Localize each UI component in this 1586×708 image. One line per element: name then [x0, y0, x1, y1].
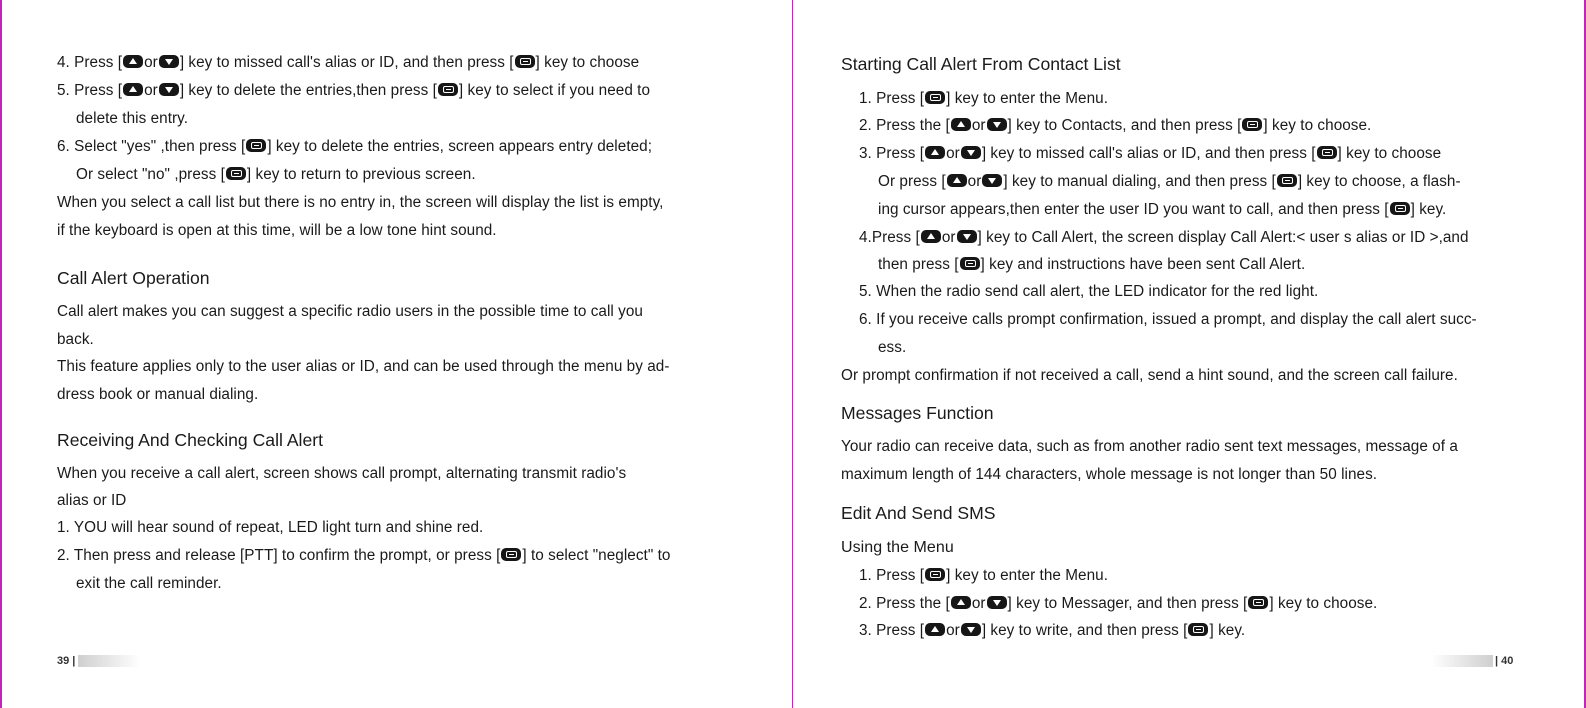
start-step-2: 2. Press the [ or ] key to Contacts, and then press [ ] key to choose.: [859, 117, 1372, 134]
prompt-failure-note: Or prompt confirmation if not received a call, send a hint sound, and the screen call failure.: [841, 367, 1458, 384]
up-arrow-key-icon: [921, 230, 941, 243]
menu-key-icon: [1242, 118, 1262, 131]
heading-edit-send-sms: Edit And Send SMS: [841, 503, 996, 523]
page-number-right: | 40: [1495, 655, 1514, 667]
menu-key-icon: [925, 91, 945, 104]
up-arrow-key-icon: [123, 55, 143, 68]
down-arrow-key-icon: [159, 55, 179, 68]
down-arrow-key-icon: [987, 596, 1007, 609]
menu-key-icon: [1390, 202, 1410, 215]
start-step-6-continued: ess.: [878, 339, 907, 356]
menu-key-icon: [960, 257, 980, 270]
call-alert-text-1: Call alert makes you can suggest a specific radio users in the possible time to call you: [57, 303, 643, 320]
menu-key-icon: [438, 83, 458, 96]
receiving-step-1: 1. YOU will hear sound of repeat, LED light turn and shine red.: [57, 519, 484, 536]
receiving-step-2-continued: exit the call reminder.: [76, 575, 222, 592]
empty-list-note-1: When you select a call list but there is no entry in, the screen will display the list is empty,: [57, 194, 664, 211]
down-arrow-key-icon: [961, 623, 981, 636]
subheading-using-menu: Using the Menu: [841, 539, 954, 556]
call-alert-text-4: dress book or manual dialing.: [57, 386, 259, 403]
heading-messages-function: Messages Function: [841, 403, 994, 423]
sms-step-3: 3. Press [ or ] key to write, and then press [ ] key.: [859, 622, 1246, 639]
menu-key-icon: [1188, 623, 1208, 636]
down-arrow-key-icon: [159, 83, 179, 96]
up-arrow-key-icon: [123, 83, 143, 96]
start-step-4: 4.Press [ or ] key to Call Alert, the screen display Call Alert:< user s alias or ID >,and: [859, 229, 1469, 246]
down-arrow-key-icon: [961, 146, 981, 159]
receiving-step-2: 2. Then press and release [PTT] to confirm the prompt, or press [ ] to select "neglect" to: [57, 547, 671, 564]
call-alert-text-3: This feature applies only to the user alias or ID, and can be used through the menu by ad-: [57, 358, 670, 375]
menu-key-icon: [226, 167, 246, 180]
up-arrow-key-icon: [925, 623, 945, 636]
receiving-text-2: alias or ID: [57, 492, 127, 509]
up-arrow-key-icon: [925, 146, 945, 159]
call-alert-text-2: back.: [57, 331, 94, 348]
menu-key-icon: [1277, 174, 1297, 187]
step-5-continued: delete this entry.: [76, 110, 189, 127]
heading-receiving-call-alert: Receiving And Checking Call Alert: [57, 430, 324, 450]
receiving-text-1: When you receive a call alert, screen shows call prompt, alternating transmit radio's: [57, 465, 627, 482]
down-arrow-key-icon: [957, 230, 977, 243]
sms-step-2: 2. Press the [ or ] key to Messager, and then press [ ] key to choose.: [859, 595, 1378, 612]
page-number-left: 39 |: [57, 655, 76, 667]
step-6-continued: Or select "no" ,press [ ] key to return to previous screen.: [76, 166, 476, 183]
menu-key-icon: [1317, 146, 1337, 159]
down-arrow-key-icon: [982, 174, 1002, 187]
page-footer-bar-right: [1431, 655, 1493, 667]
up-arrow-key-icon: [951, 596, 971, 609]
messages-text-1: Your radio can receive data, such as from another radio sent text messages, message of a: [841, 438, 1458, 455]
start-step-3: 3. Press [ or ] key to missed call's alias or ID, and then press [ ] key to choose: [859, 145, 1442, 162]
step-4-line: 4. Press [ or ] key to missed call's alias or ID, and then press [ ] key to choose: [57, 54, 640, 71]
start-step-6: 6. If you receive calls prompt confirmation, issued a prompt, and display the call alert succ-: [859, 311, 1477, 328]
menu-key-icon: [246, 139, 266, 152]
start-step-3-alt: Or press [ or ] key to manual dialing, and then press [ ] key to choose, a flash-: [878, 173, 1461, 190]
empty-list-note-2: if the keyboard is open at this time, will be a low tone hint sound.: [57, 222, 497, 239]
start-step-4-continued: then press [ ] key and instructions have been sent Call Alert.: [878, 256, 1306, 273]
up-arrow-key-icon: [951, 118, 971, 131]
heading-starting-call-alert: Starting Call Alert From Contact List: [841, 54, 1121, 74]
page-edge-left: [0, 0, 2, 708]
page-gutter-line: [792, 0, 793, 708]
menu-key-icon: [1248, 596, 1268, 609]
menu-key-icon: [925, 568, 945, 581]
start-step-3-continued: ing cursor appears,then enter the user ID you want to call, and then press [ ] key.: [878, 201, 1447, 218]
heading-call-alert-operation: Call Alert Operation: [57, 268, 210, 288]
start-step-1: 1. Press [ ] key to enter the Menu.: [859, 90, 1109, 107]
start-step-5: 5. When the radio send call alert, the LED indicator for the red light.: [859, 283, 1319, 300]
page-footer-bar-left: [78, 655, 140, 667]
sms-step-1: 1. Press [ ] key to enter the Menu.: [859, 567, 1109, 584]
up-arrow-key-icon: [947, 174, 967, 187]
down-arrow-key-icon: [987, 118, 1007, 131]
menu-key-icon: [515, 55, 535, 68]
step-5-line: 5. Press [ or ] key to delete the entries,then press [ ] key to select if you need to: [57, 82, 651, 99]
menu-key-icon: [501, 548, 521, 561]
messages-text-2: maximum length of 144 characters, whole message is not longer than 50 lines.: [841, 466, 1378, 483]
step-6-line: 6. Select "yes" ,then press [ ] key to delete the entries, screen appears entry deleted;: [57, 138, 653, 155]
